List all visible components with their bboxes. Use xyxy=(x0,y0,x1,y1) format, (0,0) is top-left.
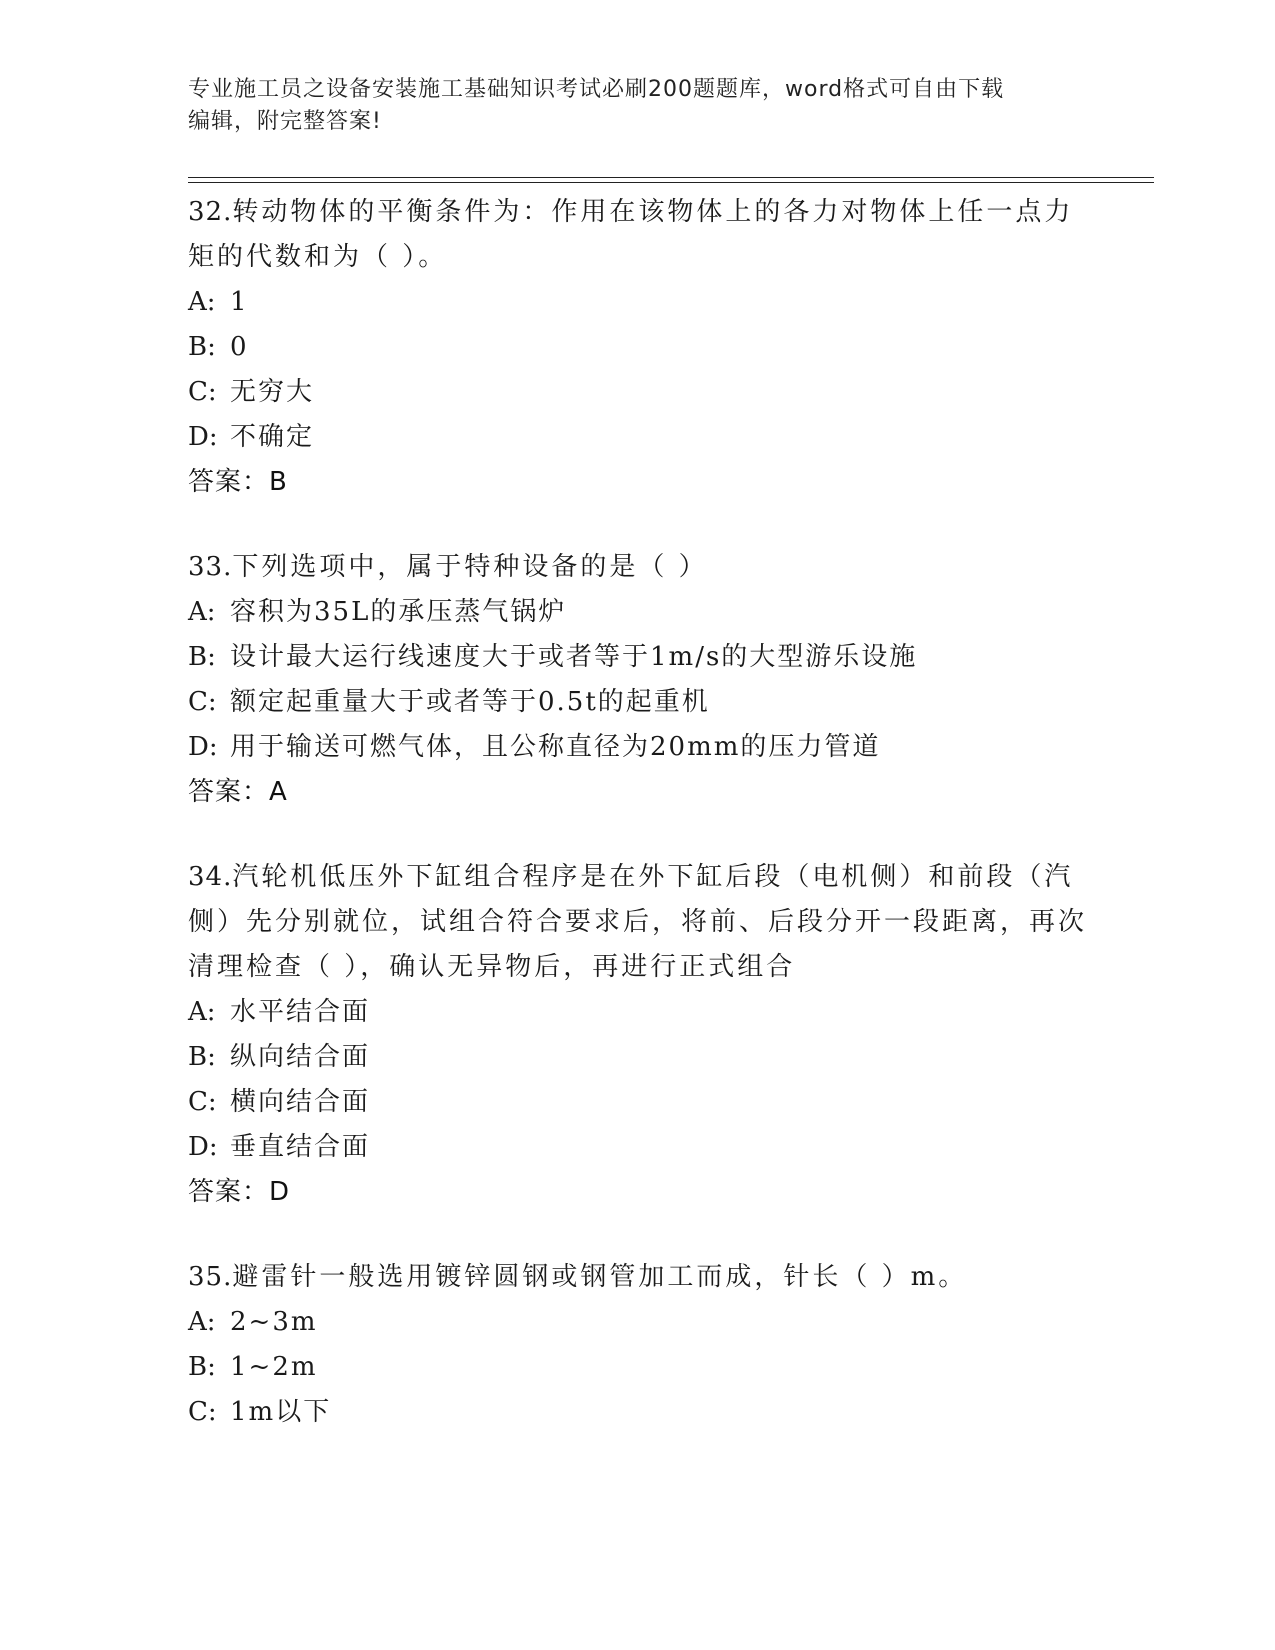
header-divider-bottom xyxy=(188,182,1154,183)
header-divider-top xyxy=(188,177,1154,178)
option-text: 0 xyxy=(230,332,249,362)
question-text xyxy=(188,190,1088,280)
option-c xyxy=(188,680,1088,725)
option-c xyxy=(188,370,1088,415)
question-33 xyxy=(188,545,1088,815)
option-text: 1 xyxy=(230,287,249,317)
question-32 xyxy=(188,190,1088,505)
option-text: 纵向结合面 xyxy=(230,1042,371,1072)
option-key: C: xyxy=(188,1087,217,1117)
question-34 xyxy=(188,855,1088,1215)
option-a xyxy=(188,590,1088,635)
option-text: 1~2m xyxy=(230,1352,318,1382)
option-d xyxy=(188,415,1088,460)
question-stem: 避雷针一般选用镀锌圆钢或钢管加工而成，针长（ ）m。 xyxy=(232,1262,968,1292)
option-key: D: xyxy=(188,422,218,452)
option-key: C: xyxy=(188,1397,217,1427)
question-list xyxy=(188,190,1088,1475)
question-number: 32. xyxy=(188,197,233,227)
answer-line: 答案：A xyxy=(188,777,288,807)
option-c xyxy=(188,1390,1088,1435)
option-b xyxy=(188,1035,1088,1080)
option-text: 额定起重量大于或者等于0.5t的起重机 xyxy=(230,687,710,717)
option-key: B: xyxy=(188,332,216,362)
option-text: 容积为35L的承压蒸气锅炉 xyxy=(230,597,567,627)
answer-line: 答案：B xyxy=(188,467,288,497)
option-a xyxy=(188,280,1088,325)
option-text: 用于输送可燃气体，且公称直径为20mm的压力管道 xyxy=(230,732,881,762)
option-key: A: xyxy=(188,1307,216,1337)
question-stem: 汽轮机低压外下缸组合程序是在外下缸后段（电机侧）和前段（汽侧）先分别就位，试组合符合要求后，将前、后段分开一段距离，再次清理检查（ ），确认无异物后，再进行正式组合 xyxy=(188,862,1088,982)
question-text xyxy=(188,1255,1088,1300)
option-c xyxy=(188,1080,1088,1125)
question-text xyxy=(188,855,1088,990)
option-d xyxy=(188,725,1088,770)
option-text: 设计最大运行线速度大于或者等于1m/s的大型游乐设施 xyxy=(230,642,918,672)
option-a xyxy=(188,1300,1088,1345)
option-d xyxy=(188,1125,1088,1170)
option-key: B: xyxy=(188,1352,216,1382)
option-text: 横向结合面 xyxy=(230,1087,371,1117)
option-b xyxy=(188,325,1088,370)
option-text: 水平结合面 xyxy=(230,997,371,1027)
question-number: 33. xyxy=(188,552,233,582)
document-header xyxy=(188,74,1088,138)
question-number: 35. xyxy=(188,1262,233,1292)
question-number: 34. xyxy=(188,862,233,892)
option-text: 垂直结合面 xyxy=(230,1132,371,1162)
option-b xyxy=(188,1345,1088,1390)
header-line-2: 编辑，附完整答案! xyxy=(188,109,382,134)
question-stem: 下列选项中，属于特种设备的是（ ） xyxy=(232,552,708,582)
option-key: D: xyxy=(188,732,218,762)
option-key: B: xyxy=(188,642,216,672)
answer-line: 答案：D xyxy=(188,1177,291,1207)
option-key: B: xyxy=(188,1042,216,1072)
question-35 xyxy=(188,1255,1088,1435)
option-text: 2~3m xyxy=(230,1307,318,1337)
option-key: C: xyxy=(188,687,217,717)
option-b xyxy=(188,635,1088,680)
question-stem: 转动物体的平衡条件为：作用在该物体上的各力对物体上任一点力矩的代数和为（ ）。 xyxy=(188,197,1074,272)
option-key: C: xyxy=(188,377,217,407)
header-line-1: 专业施工员之设备安装施工基础知识考试必刷200题题库，word格式可自由下载 xyxy=(188,77,1005,102)
option-key: A: xyxy=(188,997,216,1027)
option-key: A: xyxy=(188,287,216,317)
option-key: A: xyxy=(188,597,216,627)
option-a xyxy=(188,990,1088,1035)
option-text: 无穷大 xyxy=(230,377,315,407)
option-text: 1m以下 xyxy=(230,1397,332,1427)
question-text xyxy=(188,545,1088,590)
option-key: D: xyxy=(188,1132,218,1162)
option-text: 不确定 xyxy=(230,422,315,452)
